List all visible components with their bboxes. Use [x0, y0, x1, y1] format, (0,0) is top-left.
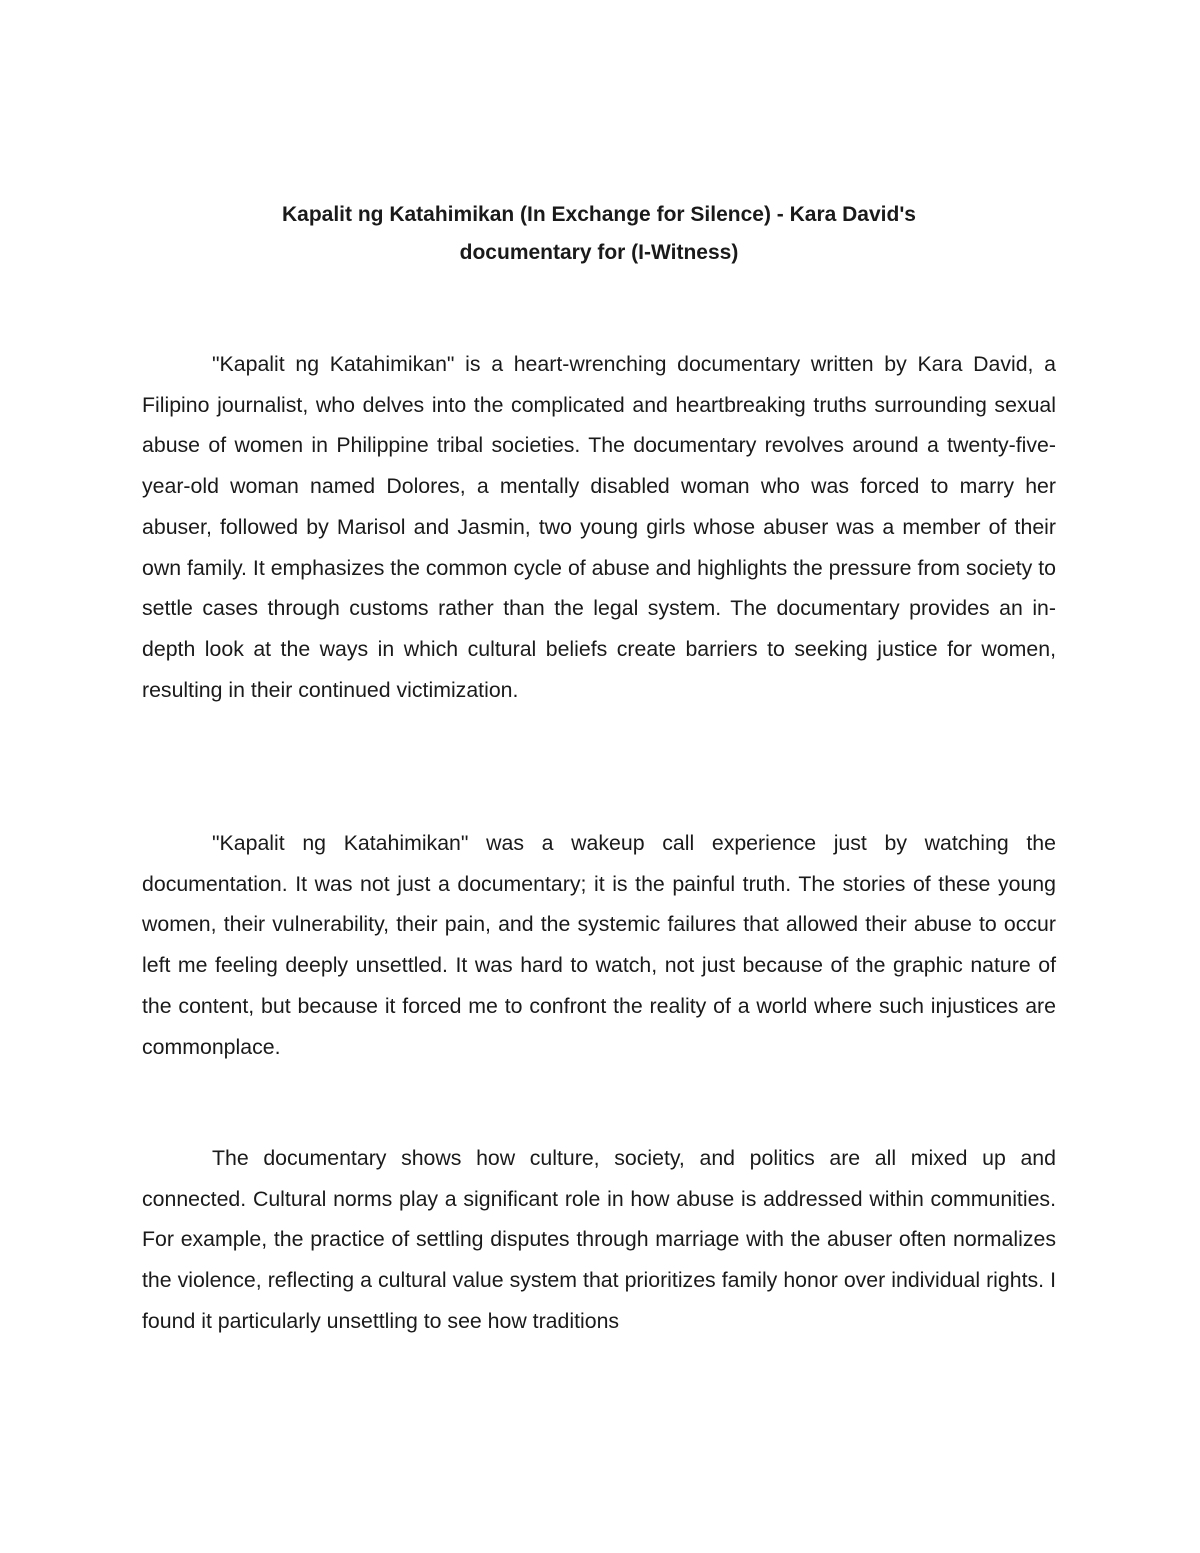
title-line-1: Kapalit ng Katahimikan (In Exchange for Silence) - Kara David's: [282, 203, 916, 226]
document-title: [140, 196, 1058, 272]
paragraph-analysis: The documentary shows how culture, society, and politics are all mixed up and connected. Cultural norms play a significant role in how abuse is addressed within communities. For example, the practice of settling disputes through marriage with the abuser often normalizes the violence, reflecting a cultural value system that prioritizes family honor over individual rights. I found it particularly unsettling to see how traditions: [142, 1146, 1056, 1333]
title-line-2: documentary for (I-Witness): [459, 241, 739, 264]
paragraph-reaction: "Kapalit ng Katahimikan" was a wakeup call experience just by watching the documentation. It was not just a documentary; it is the painful truth. The stories of these young women, their vulnerability, their pain, and the systemic failures that allowed their abuse to occur left me feeling deeply unsettled. It was hard to watch, not just because of the graphic nature of the content, but because it forced me to confront the reality of a world where such injustices are commonplace.: [142, 831, 1056, 1059]
paragraph-summary: "Kapalit ng Katahimikan" is a heart-wrenching documentary written by Kara David, a Filipino journalist, who delves into the complicated and heartbreaking truths surrounding sexual abuse of women in Philippine tribal societies. The documentary revolves around a twenty-five-year-old woman named Dolores, a mentally disabled woman who was forced to marry her abuser, followed by Marisol and Jasmin, two young girls whose abuser was a member of their own family. It emphasizes the common cycle of abuse and highlights the pressure from society to settle cases through customs rather than the legal system. The documentary provides an in-depth look at the ways in which cultural beliefs create barriers to seeking justice for women, resulting in their continued victimization.: [142, 352, 1056, 702]
